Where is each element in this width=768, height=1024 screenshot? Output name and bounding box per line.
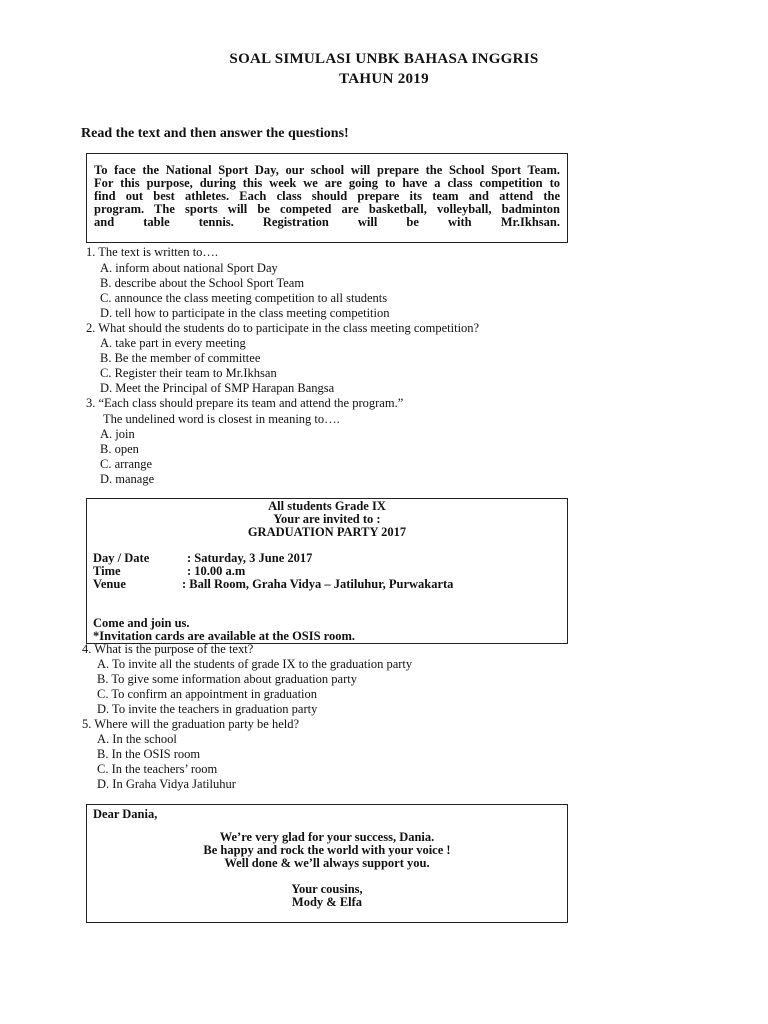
invitation-closing: Come and join us. [93, 616, 190, 630]
answer-option[interactable]: A. join [100, 427, 135, 441]
question-stem-continued: The undelined word is closest in meaning to…. [103, 412, 340, 426]
letter-line: Be happy and rock the world with your voice ! [203, 843, 451, 857]
venue-label: Venue [93, 577, 126, 591]
question-stem: 5. Where will the graduation party be held? [82, 717, 300, 731]
answer-option[interactable]: B. In the OSIS room [97, 747, 201, 761]
invitation-event: GRADUATION PARTY 2017 [247, 525, 407, 539]
letter-signature: Mody & Elfa [291, 895, 363, 909]
answer-option[interactable]: D. In Graha Vidya Jatiluhur [97, 777, 236, 791]
letter-line: Well done & we’ll always support you. [224, 856, 430, 870]
answer-option[interactable]: B. Be the member of committee [100, 351, 261, 365]
answer-option[interactable]: C. Register their team to Mr.Ikhsan [100, 366, 277, 380]
passage-box [86, 153, 568, 243]
question-stem: 2. What should the students do to participate in the class meeting competition? [86, 321, 480, 335]
letter-line: We’re very glad for your success, Dania. [219, 830, 435, 844]
passage-line: find out best athletes. Each class should prepare its team and attend the [94, 189, 560, 203]
passage-line: For this purpose, during this week we are going to have a class competition to [94, 176, 560, 190]
answer-option[interactable]: D. Meet the Principal of SMP Harapan Bangsa [100, 381, 335, 395]
instruction: Read the text and then answer the questions! [81, 126, 349, 141]
invitation-box [86, 498, 568, 644]
answer-option[interactable]: B. To give some information about graduation party [97, 672, 357, 686]
answer-option[interactable]: A. To invite all the students of grade IX to the graduation party [97, 657, 413, 671]
question-stem: 3. “Each class should prepare its team and attend the program.” [86, 396, 404, 410]
document-title: SOAL SIMULASI UNBK BAHASA INGGRIS [229, 51, 539, 67]
day-label: Day / Date [93, 551, 150, 565]
question-stem: 1. The text is written to…. [86, 245, 219, 259]
day-value: : Saturday, 3 June 2017 [187, 551, 313, 565]
venue-value: : Ball Room, Graha Vidya – Jatiluhur, Purwakarta [182, 577, 454, 591]
answer-option[interactable]: B. open [100, 442, 139, 456]
letter-box [86, 804, 568, 923]
answer-option[interactable]: D. To invite the teachers in graduation party [97, 702, 318, 716]
time-label: Time [93, 564, 121, 578]
invitation-audience: All students Grade IX [268, 499, 386, 513]
answer-option[interactable]: A. take part in every meeting [100, 336, 246, 350]
answer-option[interactable]: C. In the teachers’ room [97, 762, 218, 776]
passage-line: program. The sports will be competed are basketball, volleyball, badminton [94, 202, 560, 216]
invitation-note: *Invitation cards are available at the OSIS room. [93, 629, 356, 643]
document-subtitle: TAHUN 2019 [339, 71, 429, 87]
answer-option[interactable]: D. tell how to participate in the class meeting competition [100, 306, 390, 320]
time-value: : 10.00 a.m [187, 564, 246, 578]
letter-signoff: Your cousins, [291, 882, 363, 896]
passage-line: To face the National Sport Day, our school will prepare the School Sport Team. [94, 163, 560, 177]
answer-option[interactable]: C. arrange [100, 457, 153, 471]
answer-option[interactable]: C. To confirm an appointment in graduation [97, 687, 318, 701]
answer-option[interactable]: B. describe about the School Sport Team [100, 276, 305, 290]
answer-option[interactable]: A. In the school [97, 732, 177, 746]
answer-option[interactable]: C. announce the class meeting competition to all students [100, 291, 388, 305]
invitation-intro: Your are invited to : [273, 512, 381, 526]
answer-option[interactable]: D. manage [100, 472, 155, 486]
letter-greeting: Dear Dania, [93, 807, 158, 821]
passage-line: and table tennis. Registration will be with Mr.Ikhsan. [94, 215, 560, 229]
question-stem: 4. What is the purpose of the text? [82, 642, 254, 656]
answer-option[interactable]: A. inform about national Sport Day [100, 261, 278, 275]
